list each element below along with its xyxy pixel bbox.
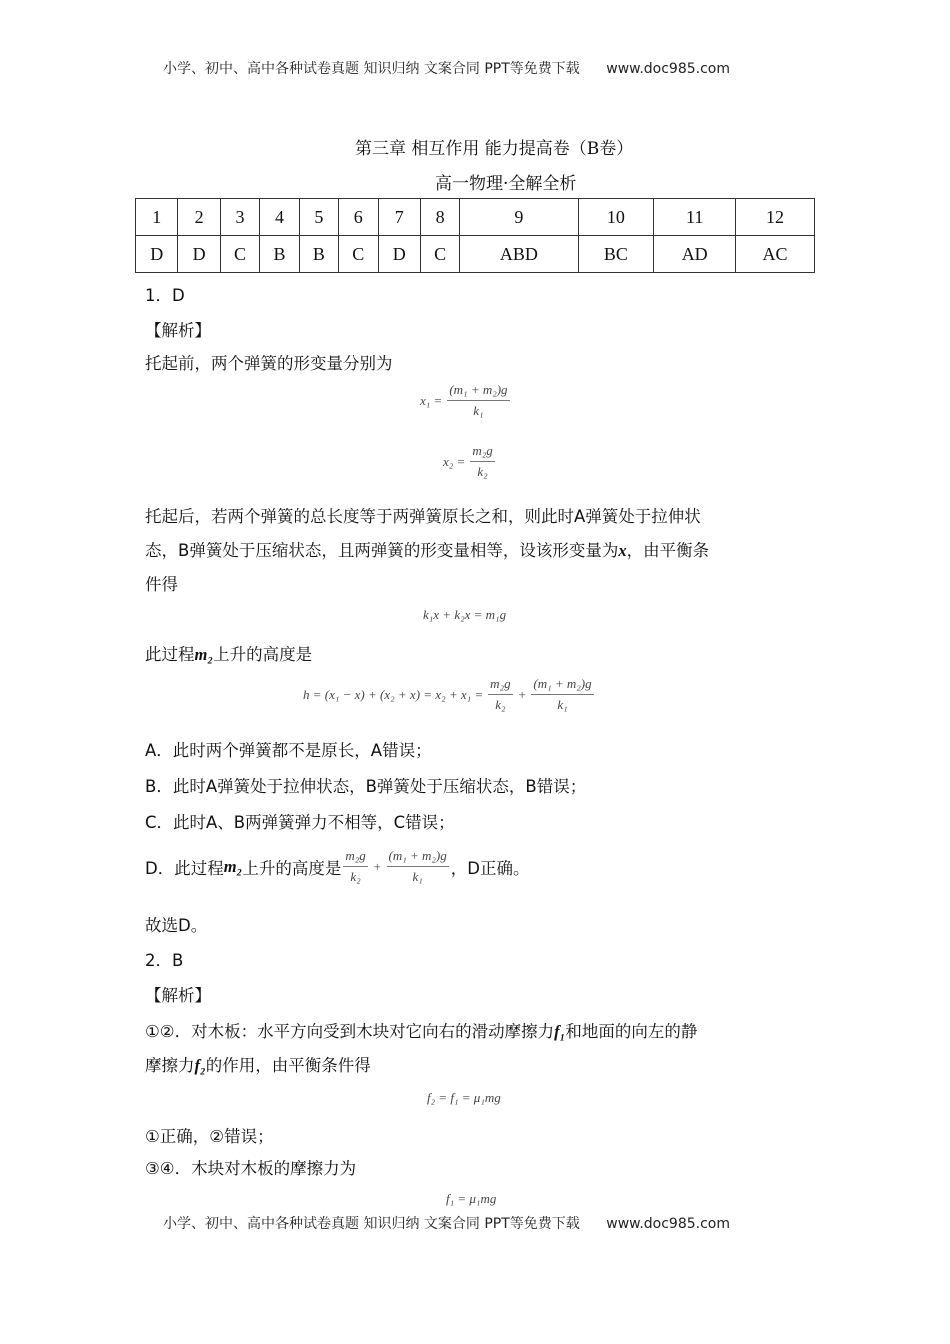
plus: + xyxy=(372,858,382,874)
footer-text: 小学、初中、高中各种试卷真题 知识归纳 文案合同 PPT等免费下载 xyxy=(163,1216,580,1232)
answer-cell: D xyxy=(178,236,220,273)
fraction xyxy=(470,443,494,480)
question-number-cell: 5 xyxy=(299,199,338,236)
denominator: k₂ xyxy=(495,697,506,712)
fraction xyxy=(488,676,512,713)
answer-cell: ABD xyxy=(460,236,578,273)
answer-cell: C xyxy=(339,236,378,273)
answer-table xyxy=(135,198,815,273)
question-number-cell: 7 xyxy=(378,199,420,236)
formula-x2 xyxy=(443,443,497,480)
table-row-numbers xyxy=(136,199,815,236)
answer-cell: AD xyxy=(654,236,736,273)
answer-cell: D xyxy=(378,236,420,273)
text: 此过程 xyxy=(145,645,195,664)
fraction xyxy=(531,676,593,713)
answer-cell: C xyxy=(420,236,459,273)
q1-paragraph xyxy=(145,537,709,561)
numerator: m₂g xyxy=(470,443,494,462)
answer-cell: BC xyxy=(578,236,654,273)
numerator: (m₁ + m₂)g xyxy=(387,848,449,867)
question-number-cell: 1 xyxy=(136,199,178,236)
text: 和地面的向左的静 xyxy=(565,1022,698,1041)
page-subtitle: 高一物理·全解全析 xyxy=(435,174,577,194)
header-text: 小学、初中、高中各种试卷真题 知识归纳 文案合同 PPT等免费下载 xyxy=(163,61,580,77)
q2-paragraph: ①正确，②错误； xyxy=(145,1127,274,1146)
text: 上升的高度是 xyxy=(213,645,313,664)
answer-cell: AC xyxy=(736,236,815,273)
variable-m2: m₂ xyxy=(223,856,243,876)
question-number-cell: 4 xyxy=(260,199,299,236)
numerator: (m₁ + m₂)g xyxy=(531,676,593,695)
q2-paragraph: ③④．木块对木板的摩擦力为 xyxy=(145,1159,357,1178)
question-number-cell: 3 xyxy=(220,199,259,236)
question-number-cell: 10 xyxy=(578,199,654,236)
question-number-cell: 8 xyxy=(420,199,459,236)
numerator: m₂g xyxy=(488,676,512,695)
denominator: k₂ xyxy=(477,464,488,479)
page-title: 第三章 相互作用 能力提高卷（B卷） xyxy=(355,139,634,159)
text: ①②．对木板：水平方向受到木块对它向右的滑动摩擦力 xyxy=(145,1022,555,1041)
formula-x1 xyxy=(420,382,512,419)
question-number-cell: 11 xyxy=(654,199,736,236)
q1-paragraph: 托起前，两个弹簧的形变量分别为 xyxy=(145,354,393,373)
formula-lhs: h = (x₁ − x) + (x₂ + x) = x₂ + x₁ = xyxy=(303,686,484,702)
q1-paragraph: 件得 xyxy=(145,575,178,594)
text: D．此过程 xyxy=(145,858,224,878)
formula-balance: k₁x + k₂x = m₁g xyxy=(423,607,507,622)
variable-m2: m₂ xyxy=(194,645,214,664)
question-number-cell: 12 xyxy=(736,199,815,236)
q1-conclusion: 故选D。 xyxy=(145,916,208,935)
q1-heading: 1．D xyxy=(145,286,185,305)
question-number-cell: 9 xyxy=(460,199,578,236)
question-number-cell: 2 xyxy=(178,199,220,236)
option-b: B．此时A弹簧处于拉伸状态，B弹簧处于压缩状态，B错误； xyxy=(145,777,587,796)
numerator: m₂g xyxy=(343,848,367,867)
text: ，D正确。 xyxy=(450,858,530,878)
page-header xyxy=(163,58,730,78)
q2-analysis-label: 【解析】 xyxy=(145,986,211,1005)
denominator: k₁ xyxy=(557,697,568,712)
q1-analysis-label: 【解析】 xyxy=(145,321,211,340)
text: 上升的高度是 xyxy=(242,858,342,878)
text: 态，B弹簧处于压缩状态，且两弹簧的形变量相等，设该形变量为 xyxy=(145,541,619,560)
answer-cell: D xyxy=(136,236,178,273)
variable-x: x xyxy=(618,541,627,560)
denominator: k₁ xyxy=(473,403,484,418)
text: 的作用，由平衡条件得 xyxy=(205,1056,371,1075)
answer-cell: C xyxy=(220,236,259,273)
text: 摩擦力 xyxy=(145,1056,195,1075)
option-d xyxy=(145,848,529,885)
option-c: C．此时A、B两弹簧弹力不相等，C错误； xyxy=(145,813,455,832)
formula-friction: f₂ = f₁ = μ₁mg xyxy=(427,1090,501,1105)
plus: + xyxy=(517,686,527,702)
q2-paragraph xyxy=(145,1018,697,1042)
formula-inline xyxy=(341,848,450,885)
q1-paragraph: 托起后，若两个弹簧的总长度等于两弹簧原长之和，则此时A弹簧处于拉伸状 xyxy=(145,507,701,526)
q2-paragraph xyxy=(145,1052,371,1076)
text: ，由平衡条 xyxy=(626,541,710,560)
answer-cell: B xyxy=(260,236,299,273)
denominator: k₁ xyxy=(412,869,423,884)
table-row-answers xyxy=(136,236,815,273)
q1-paragraph xyxy=(145,641,312,665)
fraction xyxy=(387,848,449,885)
variable-f2: f₂ xyxy=(194,1056,206,1075)
footer-url[interactable]: www.doc985.com xyxy=(606,1216,730,1232)
question-number-cell: 6 xyxy=(339,199,378,236)
variable-f1: f₁ xyxy=(554,1022,566,1041)
formula-friction-2: f₁ = μ₁mg xyxy=(446,1191,497,1206)
page-footer xyxy=(163,1213,730,1233)
header-url[interactable]: www.doc985.com xyxy=(606,61,730,77)
denominator: k₂ xyxy=(350,869,361,884)
formula-lhs: x₂ = xyxy=(443,453,466,469)
option-a: A．此时两个弹簧都不是原长，A错误； xyxy=(145,741,432,760)
formula-lhs: x₁ = xyxy=(420,392,443,408)
answer-cell: B xyxy=(299,236,338,273)
q2-heading: 2．B xyxy=(145,951,184,970)
fraction xyxy=(343,848,367,885)
fraction xyxy=(447,382,509,419)
formula-height xyxy=(303,676,596,713)
numerator: (m₁ + m₂)g xyxy=(447,382,509,401)
